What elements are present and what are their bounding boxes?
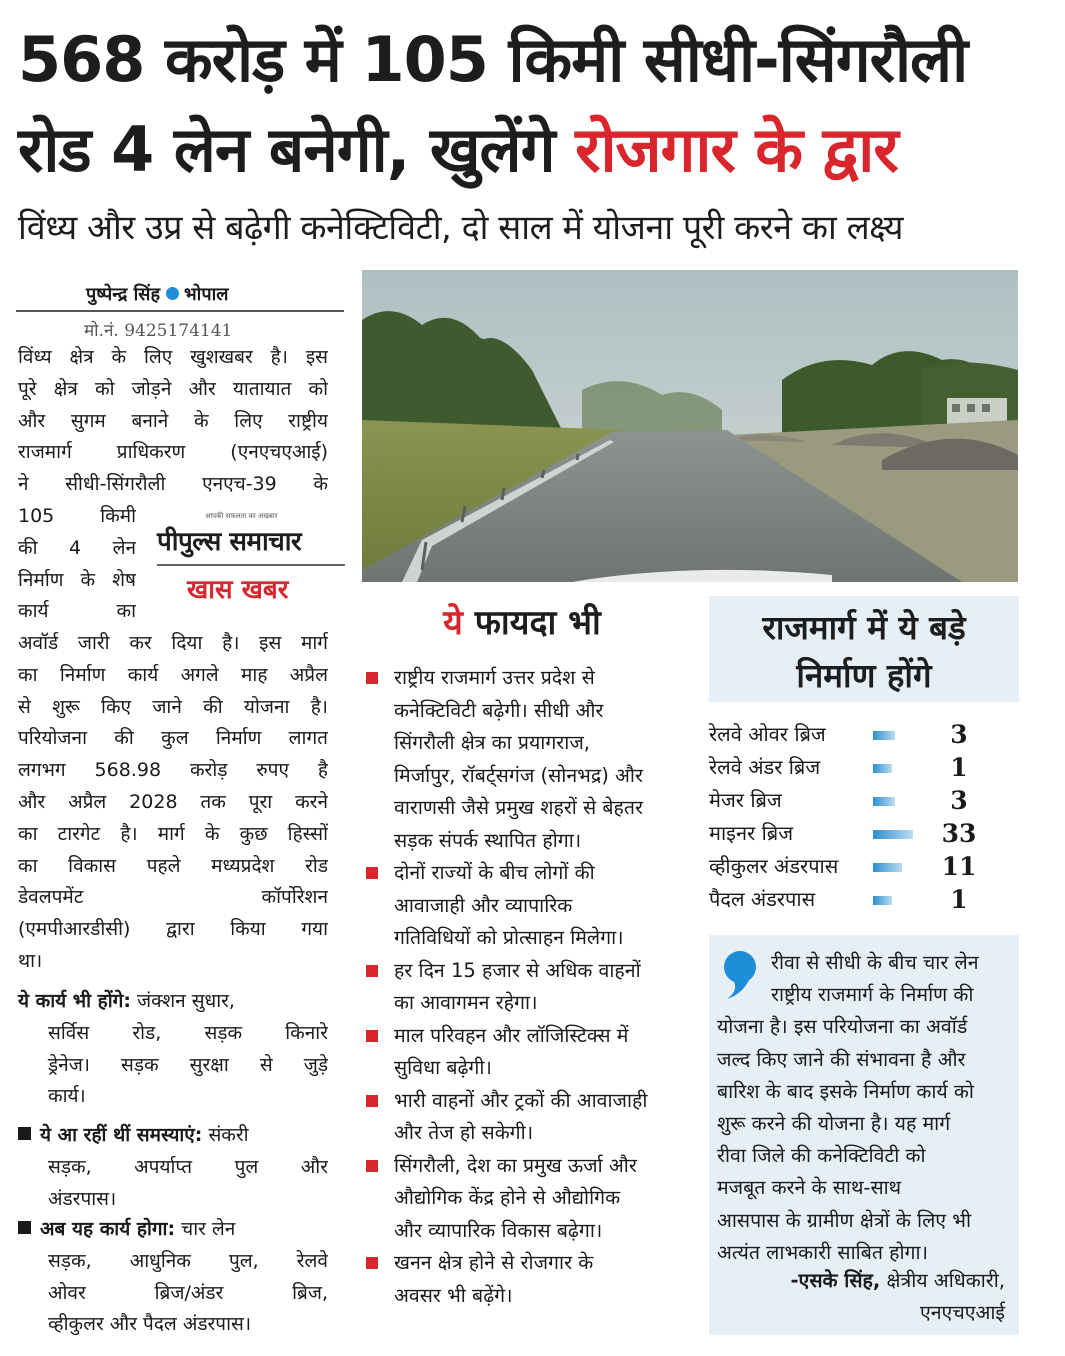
construction-value: 1 xyxy=(950,885,968,914)
benefit-line: राष्ट्रीय राजमार्ग उत्तर प्रदेश से xyxy=(394,666,595,689)
construction-value: 33 xyxy=(941,819,977,848)
work-items-line: कार्य। xyxy=(48,1085,86,1108)
construction-bar xyxy=(873,764,892,773)
construction-bar xyxy=(873,797,895,806)
work-items-line: सर्विस रोड, सड़क किनारे xyxy=(48,1021,328,1044)
benefit-line: गतिविधियों को प्रोत्साहन मिलेगा। xyxy=(394,926,624,949)
body-line: ने सीधी-सिंगरौली एनएच-39 के xyxy=(18,473,328,496)
construction-label: पैदल अंडरपास xyxy=(709,887,816,911)
body-line: 105 किमी xyxy=(18,505,136,527)
body-line: राजमार्ग प्राधिकरण (एनएचएआई) xyxy=(18,441,328,464)
body-line: और अप्रैल 2028 तक पूरा करने xyxy=(18,790,328,813)
construction-row xyxy=(709,784,1019,817)
road-photo-illustration xyxy=(362,270,1018,582)
benefits-title xyxy=(362,598,682,644)
construction-value: 11 xyxy=(941,852,977,881)
red-square-bullet-icon xyxy=(366,1257,378,1269)
quote-line: मजबूत करने के साथ-साथ xyxy=(717,1176,902,1200)
problems-line: सड़क, अपर्याप्त पुल और xyxy=(48,1155,328,1178)
red-square-bullet-icon xyxy=(366,1030,378,1042)
red-square-bullet-icon xyxy=(366,1160,378,1172)
body-line: पूरे क्षेत्र को जोड़ने और यातायात को xyxy=(18,377,328,400)
body-line: परियोजना की कुल निर्माण लागत xyxy=(18,727,328,750)
quote-line: शुरू करने की योजना है। यह मार्ग xyxy=(717,1112,951,1136)
quote-line: जल्द किए जाने की संभावना है और xyxy=(717,1047,966,1071)
body-line: अवॉर्ड जारी कर दिया है। इस मार्ग xyxy=(18,632,328,654)
body-line: निर्माण के शेष xyxy=(18,568,136,591)
bullet-square-icon xyxy=(18,1221,31,1234)
work-items-para xyxy=(18,986,328,1113)
construction-row xyxy=(709,817,1019,850)
benefit-item xyxy=(366,1020,696,1085)
construction-stats xyxy=(709,718,1019,916)
article-body-narrow xyxy=(18,501,136,628)
quote-line: योजना है। इस परियोजना का अवॉर्ड xyxy=(717,1015,968,1039)
construction-row xyxy=(709,751,1019,784)
benefit-line: सड़क संपर्क स्थापित होगा। xyxy=(394,828,582,852)
new-work-line: सड़क, आधुनिक पुल, रेलवे xyxy=(48,1249,328,1272)
byline-dot-icon xyxy=(166,287,179,300)
body-line: से शुरू किए जाने की योजना है। xyxy=(18,695,328,718)
new-work-para xyxy=(18,1214,328,1341)
new-work-line: ओवर ब्रिज/अंडर ब्रिज, xyxy=(48,1281,328,1304)
bullet-square-icon xyxy=(18,1127,31,1140)
signature-name: -एसके सिंह, xyxy=(790,1269,881,1292)
headline-line-2-black: रोड 4 लेन बनेगी, खुलेंगे xyxy=(18,113,555,186)
byline-mobile: मो.नं. 9425174141 xyxy=(84,321,233,341)
construction-label: व्हीकुलर अंडरपास xyxy=(709,854,839,878)
article-body-bottom xyxy=(18,628,328,978)
construction-label: रेलवे अंडर ब्रिज xyxy=(709,755,821,779)
road-photo xyxy=(362,270,1018,582)
red-square-bullet-icon xyxy=(366,1095,378,1107)
official-quote-box xyxy=(709,935,1019,1335)
body-line: का विकास पहले मध्यप्रदेश रोड xyxy=(18,854,328,877)
problems-line: संकरी xyxy=(208,1124,249,1146)
construction-value: 1 xyxy=(950,753,968,782)
body-line: की 4 लेन xyxy=(18,536,136,559)
construction-value: 3 xyxy=(950,720,968,749)
byline-divider xyxy=(16,310,344,312)
new-work-label: अब यह कार्य होगा: xyxy=(40,1218,176,1240)
benefits-title-black: फायदा भी xyxy=(474,603,601,643)
construction-row xyxy=(709,883,1019,916)
byline-location: भोपाल xyxy=(184,284,229,305)
benefit-line: दोनों राज्यों के बीच लोगों की xyxy=(394,861,595,884)
quote-line: अत्यंत लाभकारी साबित होगा। xyxy=(717,1240,928,1264)
benefit-line: कनेक्टिविटी बढ़ेगी। सीधी और xyxy=(394,698,604,722)
logo-tagline: आपकी सफलता का अखबार xyxy=(205,512,278,520)
subheadline: विंध्य और उप्र से बढ़ेगी कनेक्टिविटी, दो साल में योजना पूरी करने का लक्ष्य xyxy=(18,208,903,248)
new-work-line: चार लेन xyxy=(181,1218,236,1240)
new-work-line: व्हीकुलर और पैदल अंडरपास। xyxy=(48,1313,252,1336)
body-line: था। xyxy=(18,949,43,972)
benefit-line: औद्योगिक केंद्र होने से औद्योगिक xyxy=(394,1186,621,1209)
benefit-line: और तेज हो सकेगी। xyxy=(394,1121,534,1144)
construction-row xyxy=(709,850,1019,883)
construction-bar xyxy=(873,830,913,839)
red-square-bullet-icon xyxy=(366,867,378,879)
benefit-line: भारी वाहनों और ट्रकों की आवाजाही xyxy=(394,1088,648,1112)
red-square-bullet-icon xyxy=(366,672,378,684)
benefit-line: सिंगरौली क्षेत्र का प्रयागराज, xyxy=(394,731,591,754)
work-items-line: ड्रेनेज। सड़क सुरक्षा से जुड़े xyxy=(48,1053,328,1076)
quote-line: रीवा से सीधी के बीच चार लेन xyxy=(771,951,979,974)
benefit-item xyxy=(366,662,696,857)
headline-line-2 xyxy=(18,112,1048,188)
quote-line: बारिश के बाद इसके निर्माण कार्य को xyxy=(717,1079,974,1103)
signature-org: एनएचएआई xyxy=(919,1301,1005,1324)
benefit-item xyxy=(366,955,696,1020)
benefit-line: सिंगरौली, देश का प्रमुख ऊर्जा और xyxy=(394,1153,637,1177)
peoples-samachar-logo xyxy=(157,512,347,606)
problems-line: अंडरपास। xyxy=(48,1187,117,1210)
body-line: (एमपीआरडीसी) द्वारा किया गया xyxy=(18,918,328,941)
quote-line: रीवा जिले की कनेक्टिविटी को xyxy=(717,1144,926,1168)
headline-line-1: 568 करोड़ में 105 किमी सीधी-सिंगरौली xyxy=(18,23,968,96)
benefit-item xyxy=(366,857,696,955)
work-items-label: ये कार्य भी होंगे: xyxy=(18,990,131,1012)
construction-bar xyxy=(873,896,892,905)
signature-title: क्षेत्रीय अधिकारी, xyxy=(886,1269,1005,1292)
construction-title-line-1: राजमार्ग में ये बड़े xyxy=(762,608,966,647)
quote-text xyxy=(717,947,1017,1269)
logo-divider xyxy=(157,564,345,566)
body-line: लगभग 568.98 करोड़ रुपए है xyxy=(18,759,328,782)
body-line: और सुगम बनाने के लिए राष्ट्रीय xyxy=(18,409,328,432)
headline-line-2-red: रोजगार के द्वार xyxy=(575,113,898,186)
construction-bar xyxy=(873,863,902,872)
quote-line: आसपास के ग्रामीण क्षेत्रों के लिए भी xyxy=(717,1208,972,1232)
benefit-line: का आवागमन रहेगा। xyxy=(394,991,538,1014)
byline-author: पुष्पेन्द्र सिंह xyxy=(86,284,161,305)
benefit-line: आवाजाही और व्यापारिक xyxy=(394,893,573,917)
benefit-item xyxy=(366,1247,696,1312)
byline xyxy=(86,282,228,306)
construction-row xyxy=(709,718,1019,751)
benefit-item xyxy=(366,1150,696,1248)
logo-name: पीपुल्स समाचार xyxy=(157,527,302,557)
construction-label: माइनर ब्रिज xyxy=(709,821,794,845)
construction-title-line-2: निर्माण होंगे xyxy=(796,656,932,695)
benefits-title-red: ये xyxy=(443,603,463,643)
benefit-line: अवसर भी बढ़ेंगे। xyxy=(394,1283,513,1307)
quote-signature xyxy=(790,1265,1005,1297)
benefit-line: हर दिन 15 हजार से अधिक वाहनों xyxy=(394,958,641,982)
article-body-top xyxy=(18,342,328,501)
body-line: डेवलपमेंट कॉर्पोरेशन xyxy=(18,886,328,909)
benefit-line: मिर्जापुर, रॉबर्ट्सगंज (सोनभद्र) और xyxy=(394,763,643,787)
benefit-item xyxy=(366,1085,696,1150)
logo-section: खास खबर xyxy=(187,575,289,605)
red-square-bullet-icon xyxy=(366,965,378,977)
construction-title-box xyxy=(709,596,1019,702)
work-items-line: जंक्शन सुधार, xyxy=(137,990,235,1012)
benefit-line: खनन क्षेत्र होने से रोजगार के xyxy=(394,1251,594,1274)
benefit-line: सुविधा बढ़ेगी। xyxy=(394,1056,492,1079)
construction-bar xyxy=(873,731,895,740)
body-line: कार्य का xyxy=(18,600,136,623)
benefit-line: माल परिवहन और लॉजिस्टिक्स में xyxy=(394,1023,629,1047)
benefit-line: वाराणसी जैसे प्रमुख शहरों से बेहतर xyxy=(394,796,644,819)
quote-line: राष्ट्रीय राजमार्ग के निर्माण की xyxy=(771,983,974,1007)
construction-label: रेलवे ओवर ब्रिज xyxy=(709,722,826,746)
body-line: का टारगेट है। मार्ग के कुछ हिस्सों xyxy=(18,822,328,845)
problems-para xyxy=(18,1120,328,1215)
construction-label: मेजर ब्रिज xyxy=(709,788,782,812)
benefits-list xyxy=(366,662,696,1312)
body-line: का निर्माण कार्य अगले माह अप्रैल xyxy=(18,663,328,686)
construction-value: 3 xyxy=(950,786,968,815)
benefit-line: और व्यापारिक विकास बढ़ेगा। xyxy=(394,1218,603,1242)
problems-label: ये आ रहीं थीं समस्याएं: xyxy=(40,1124,203,1146)
body-line: विंध्य क्षेत्र के लिए खुशखबर है। इस xyxy=(18,346,328,368)
